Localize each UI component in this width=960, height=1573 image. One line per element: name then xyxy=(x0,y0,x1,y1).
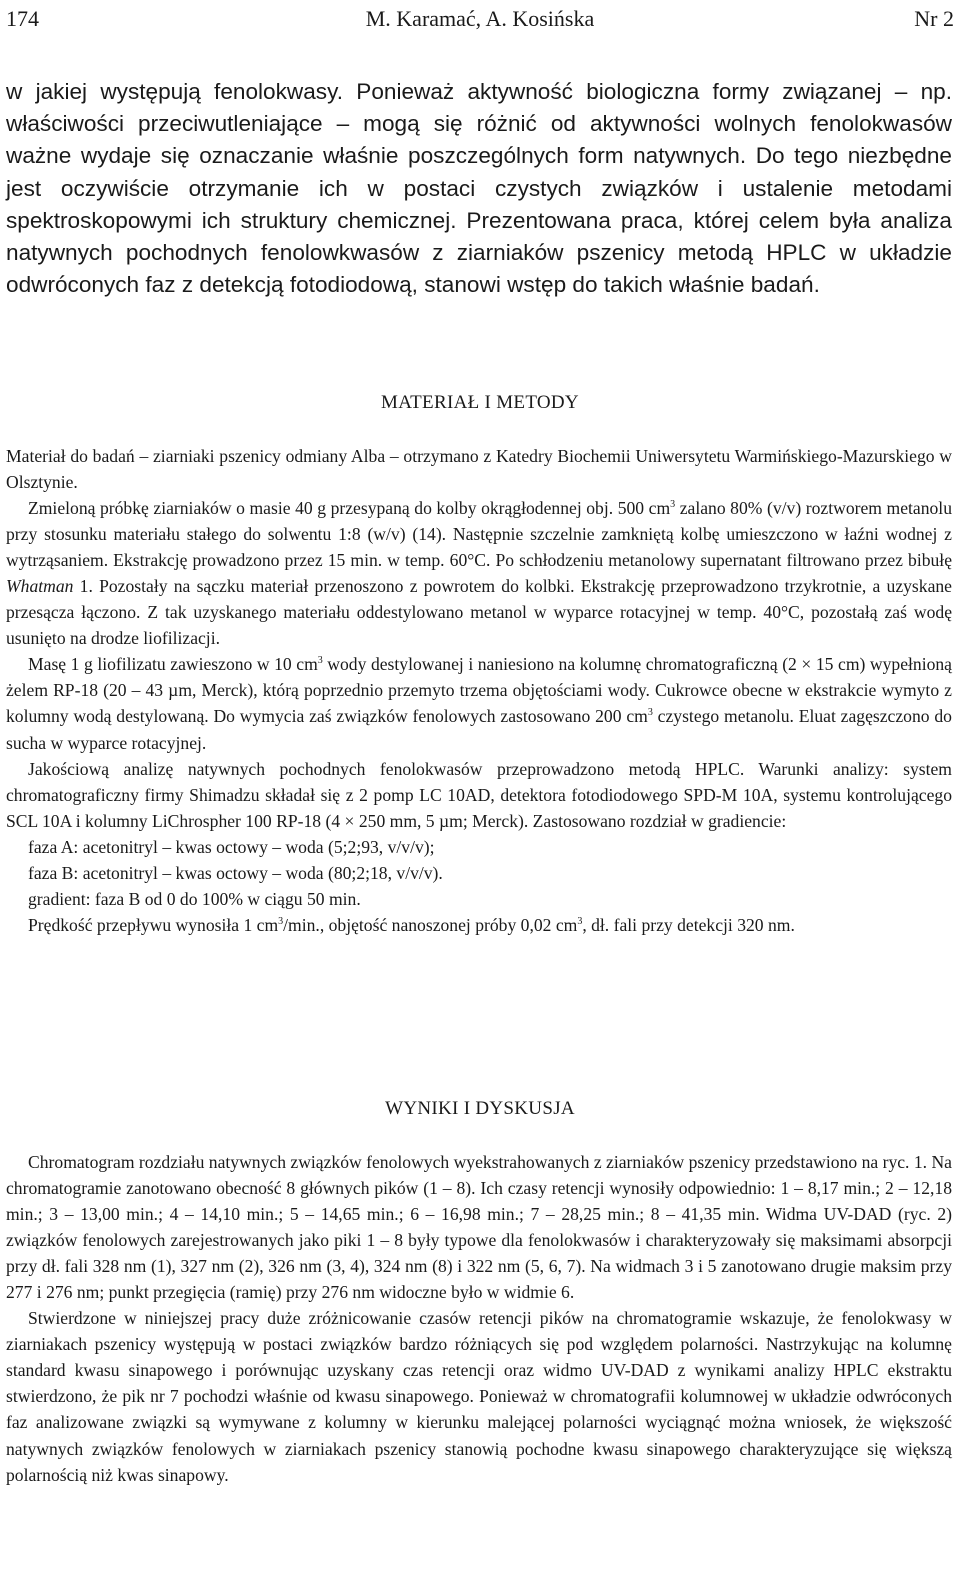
methods-paragraph-4: Jakościową analizę natywnych pochodnych fenolokwasów przeprowadzono metodą HPLC. Warunki analizy: system chromatograficzny firmy Shimadzu składał się z 2 pomp LC 10AD, detektora fotodiodowego SPD-M 10A, systemu kontrolującego SCL 10A i kolumny LiChrospher 100 RP-18 (4 × 250 mm, 5 µm; Merck). Zastosowano rozdział w gradiencie: xyxy=(6,758,952,831)
results-paragraph-2: Stwierdzone w niniejszej pracy duże zróżnicowanie czasów retencji pików na chromatogramie wskazuje, że fenolokwasy w ziarniakach pszenicy występują w postaci związków bardzo różniących się pod względem polarności. Nastrzykując na kolumnę standard kwasu sinapowego i porównując uzyskany czas retencji oraz widmo UV-DAD z wynikami analizy HPLC ekstraktu stwierdzono, że pik nr 7 pochodzi właśnie od kwasu sinapowego. Ponieważ w chromatografii kolumnowej w układzie odwróconych faz analizowane związki są wymywane z kolumny w kierunku malejącej polarności wyciągnąć można wniosek, że większość natywnych związków fenolowych w ziarniakach pszenicy stanowią pochodne kwasu sinapowego charakteryzujące się większą polarnością niż kwas sinapowy. xyxy=(6,1308,952,1485)
results-section xyxy=(6,1149,952,1488)
methods-paragraph-3: Masę 1 g liofilizatu zawieszono w 10 $cm^3$ wody destylowanej i naniesiono na kolumnę chromatograficzną (2 × 15 cm) wypełnioną żelem RP-18 (20 – 43 µm, Merck), którą poprzednio przemyto trzema objętościami wody. Cukrowce obecne w ekstrakcie wymyto z kolumny wodą destylowaną. Do wymycia zaś związków fenolowych zastosowano 200 $cm^3$ czystego metanolu. Eluat zagęszczono do sucha w wyparce rotacyjnej. xyxy=(6,654,952,753)
phase-a-line: faza A: acetonitryl – kwas octowy – woda (5;2;93, v/v/v); xyxy=(28,836,435,857)
gradient-line: gradient: faza B od 0 do 100% w ciągu 50 min. xyxy=(28,888,361,909)
running-head-authors: M. Karamać, A. Kosińska xyxy=(365,6,595,31)
page-header xyxy=(6,2,954,36)
phase-b-line: faza B: acetonitryl – kwas octowy – woda (80;2;18, v/v/v). xyxy=(28,862,443,883)
issue-number: Nr 2 xyxy=(914,6,954,31)
methods-paragraph-5: Prędkość przepływu wynosiła 1 $cm^3/\min$., objętość nanoszonej próby 0,02 $cm^3$, dł. fali przy detekcji 320 nm. xyxy=(28,914,795,935)
methods-paragraph-2: Zmieloną próbkę ziarniaków o masie 40 g przesypaną do kolby okrągłodennej obj. 500 $cm^3$ zalano 80% (v/v) roztworem metanolu przy stosunku materiału stałego do solwentu 1:8 (w/v) (14). Następnie szczelnie zamkniętą kolbę umieszczono w łaźni wodnej z wytrząsaniem. Ekstrakcję prowadzono przez 15 min. w temp. 60°C. Po schłodzeniu metanolowy supernatant filtrowano przez bibułę Whatman 1. Pozostały na sączku materiał przenoszono z powrotem do kolbki. Ekstrakcję przeprowadzono trzykrotnie, a uzyskane przesącza łączono. Z tak uzyskanego materiału oddestylowano metanol w wyparce rotacyjnej w temp. 40°C, pozostałą zaś wodę usunięto na drodze liofilizacji. xyxy=(6,498,952,649)
page-number: 174 xyxy=(6,6,39,31)
results-paragraph-1: Chromatogram rozdziału natywnych związków fenolowych wyekstrahowanych z ziarniaków pszenicy przedstawiono na ryc. 1. Na chromatogramie zanotowano obecność 8 głównych pików (1 – 8). Ich czasy retencji wynosiły odpowiednio: 1 – 8,17 min.; 2 – 12,18 min.; 3 – 13,00 min.; 4 – 14,10 min.; 5 – 14,65 min.; 6 – 16,98 min.; 7 – 28,25 min.; 8 – 41,35 min. Widma UV-DAD (ryc. 2) związków fenolowych zarejestrowanych jako piki 1 – 8 były typowe dla fenolokwasów i charakteryzowały się maksimami absorpcji przy dł. fali 328 nm (1), 327 nm (2), 326 nm (3, 4), 324 nm (8) i 322 nm (5, 6, 7). Na widmach 3 i 5 zanotowano drugie maksim przy 277 i 276 nm; punkt przegięcia (ramię) przy 276 nm widoczne było w widmie 6. xyxy=(6,1152,952,1303)
section-heading-methods: MATERIAŁ I METODY xyxy=(381,392,579,413)
methods-paragraph-1: Materiał do badań – ziarniaki pszenicy odmiany Alba – otrzymano z Katedry Biochemii Uniwersytetu Warmińskiego-Mazurskiego w Olsztynie. xyxy=(6,446,952,493)
methods-section xyxy=(6,443,952,938)
whatman-italic: Whatman xyxy=(6,576,74,597)
section-heading-results: WYNIKI I DYSKUSJA xyxy=(385,1098,575,1119)
intro-block xyxy=(6,76,952,301)
intro-paragraph: w jakiej występują fenolokwasy. Ponieważ aktywność biologiczna formy związanej – np. właściwości przeciwutleniające – mogą się różnić od aktywności wolnych fenolokwasów ważne wydaje się oznaczanie właśnie poszczególnych form natywnych. Do tego niezbędne jest oczywiście otrzymanie ich w postaci czystych związków i ustalenie metodami spektroskopowymi ich struktury chemicznej. Prezentowana praca, której celem była analiza natywnych pochodnych fenolowkwasów z ziarniaków pszenicy metodą HPLC w układzie odwróconych faz z detekcją fotodiodową, stanowi wstęp do takich właśnie badań. xyxy=(6,79,952,298)
